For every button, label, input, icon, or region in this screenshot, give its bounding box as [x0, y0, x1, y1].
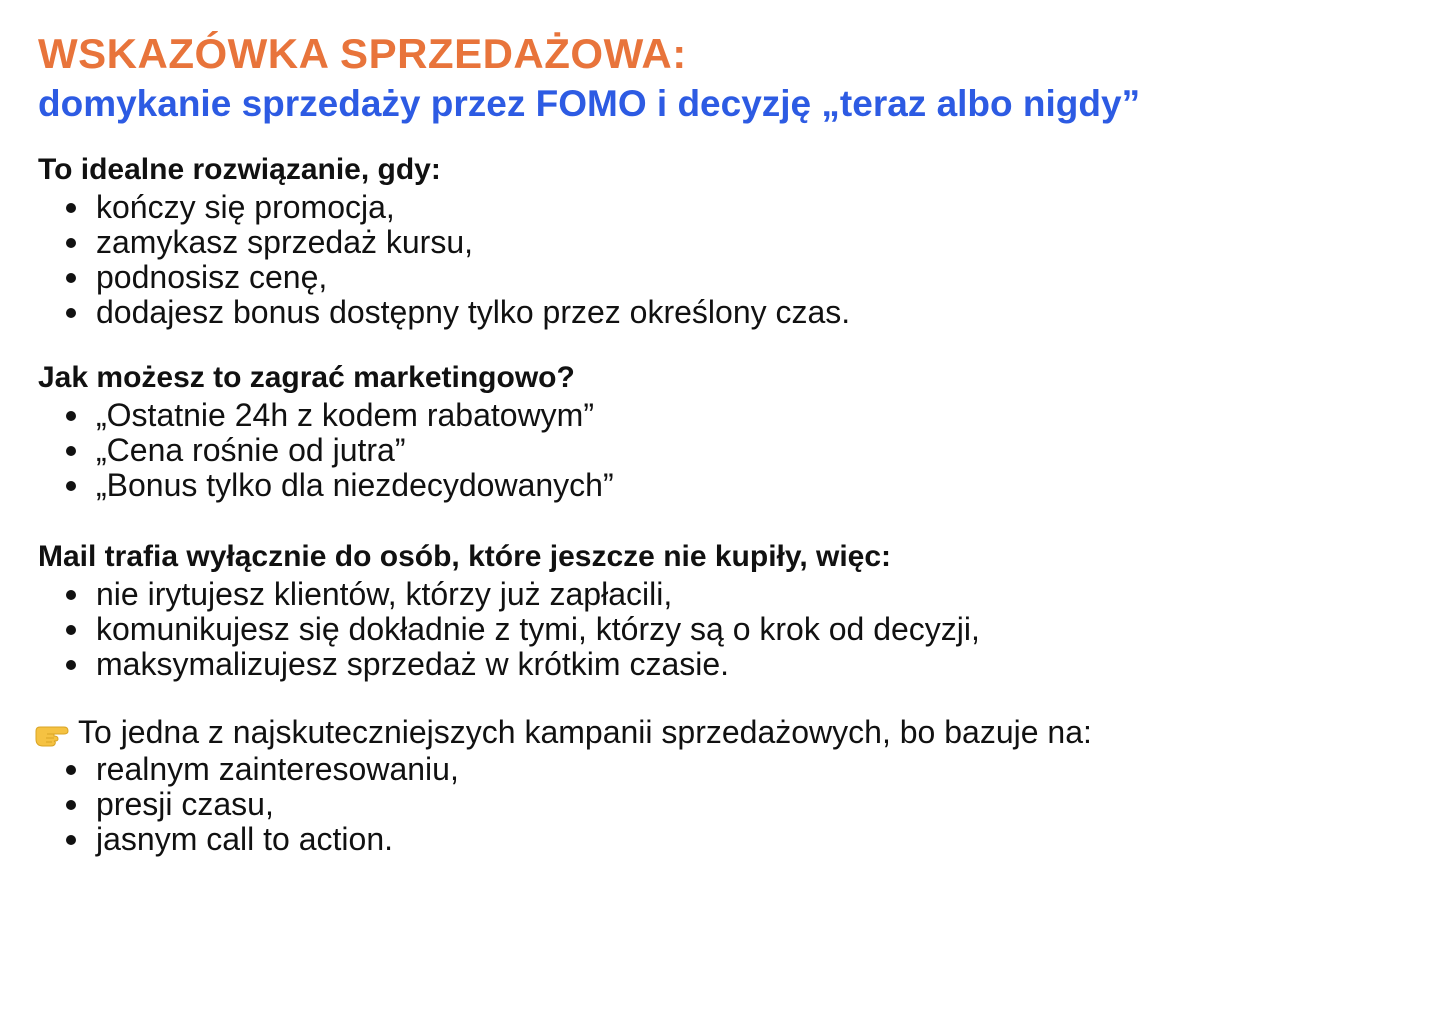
section-heading-when: To idealne rozwiązanie, gdy:	[38, 153, 441, 186]
list-item	[66, 752, 1402, 787]
summary-note	[34, 712, 1402, 752]
bullet-icon	[66, 411, 76, 421]
page-title: WSKAZÓWKA SPRZEDAŻOWA:	[38, 30, 687, 77]
list-item	[66, 260, 1402, 295]
list-item	[66, 398, 1402, 433]
bullet-list-mail	[38, 577, 1402, 682]
bullet-icon	[66, 203, 76, 213]
bullet-icon	[66, 625, 76, 635]
list-item-text: dodajesz bonus dostępny tylko przez określony czas.	[96, 294, 851, 330]
list-item	[66, 577, 1402, 612]
page-subtitle: domykanie sprzedaży przez FOMO i decyzję „teraz albo nigdy”	[38, 83, 1141, 124]
bullet-icon	[66, 590, 76, 600]
list-item-text: realnym zainteresowaniu,	[96, 751, 459, 787]
list-item-text: „Bonus tylko dla niezdecydowanych”	[96, 467, 614, 503]
list-item	[66, 787, 1402, 822]
list-item-text: kończy się promocja,	[96, 189, 395, 225]
bullet-icon	[66, 446, 76, 456]
section-heading-mail: Mail trafia wyłącznie do osób, które jeszcze nie kupiły, więc:	[38, 540, 892, 573]
bullet-icon	[66, 308, 76, 318]
list-item	[66, 612, 1402, 647]
list-item	[66, 433, 1402, 468]
list-item-text: podnosisz cenę,	[96, 259, 328, 295]
bullet-icon	[66, 800, 76, 810]
list-item	[66, 647, 1402, 682]
bullet-list-summary	[38, 752, 1402, 857]
list-item	[66, 190, 1402, 225]
list-item-text: maksymalizujesz sprzedaż w krótkim czasie.	[96, 646, 730, 682]
list-item-text: zamykasz sprzedaż kursu,	[96, 224, 474, 260]
section-heading-marketing: Jak możesz to zagrać marketingowo?	[38, 361, 575, 394]
list-item-text: nie irytujesz klientów, którzy już zapłacili,	[96, 576, 673, 612]
list-item-text: „Cena rośnie od jutra”	[96, 432, 406, 468]
list-item	[66, 468, 1402, 503]
bullet-icon	[66, 273, 76, 283]
list-item-text: presji czasu,	[96, 786, 274, 822]
bullet-list-marketing	[38, 398, 1402, 503]
bullet-icon	[66, 835, 76, 845]
pointing-hand-icon	[34, 717, 70, 743]
bullet-list-when	[38, 190, 1402, 330]
bullet-icon	[66, 238, 76, 248]
list-item	[66, 225, 1402, 260]
bullet-icon	[66, 660, 76, 670]
list-item-text: jasnym call to action.	[96, 821, 394, 857]
list-item	[66, 822, 1402, 857]
list-item-text: „Ostatnie 24h z kodem rabatowym”	[96, 397, 594, 433]
bullet-icon	[66, 765, 76, 775]
bullet-icon	[66, 481, 76, 491]
summary-note-text: To jedna z najskuteczniejszych kampanii sprzedażowych, bo bazuje na:	[78, 714, 1092, 750]
list-item	[66, 295, 1402, 330]
list-item-text: komunikujesz się dokładnie z tymi, którzy są o krok od decyzji,	[96, 611, 980, 647]
